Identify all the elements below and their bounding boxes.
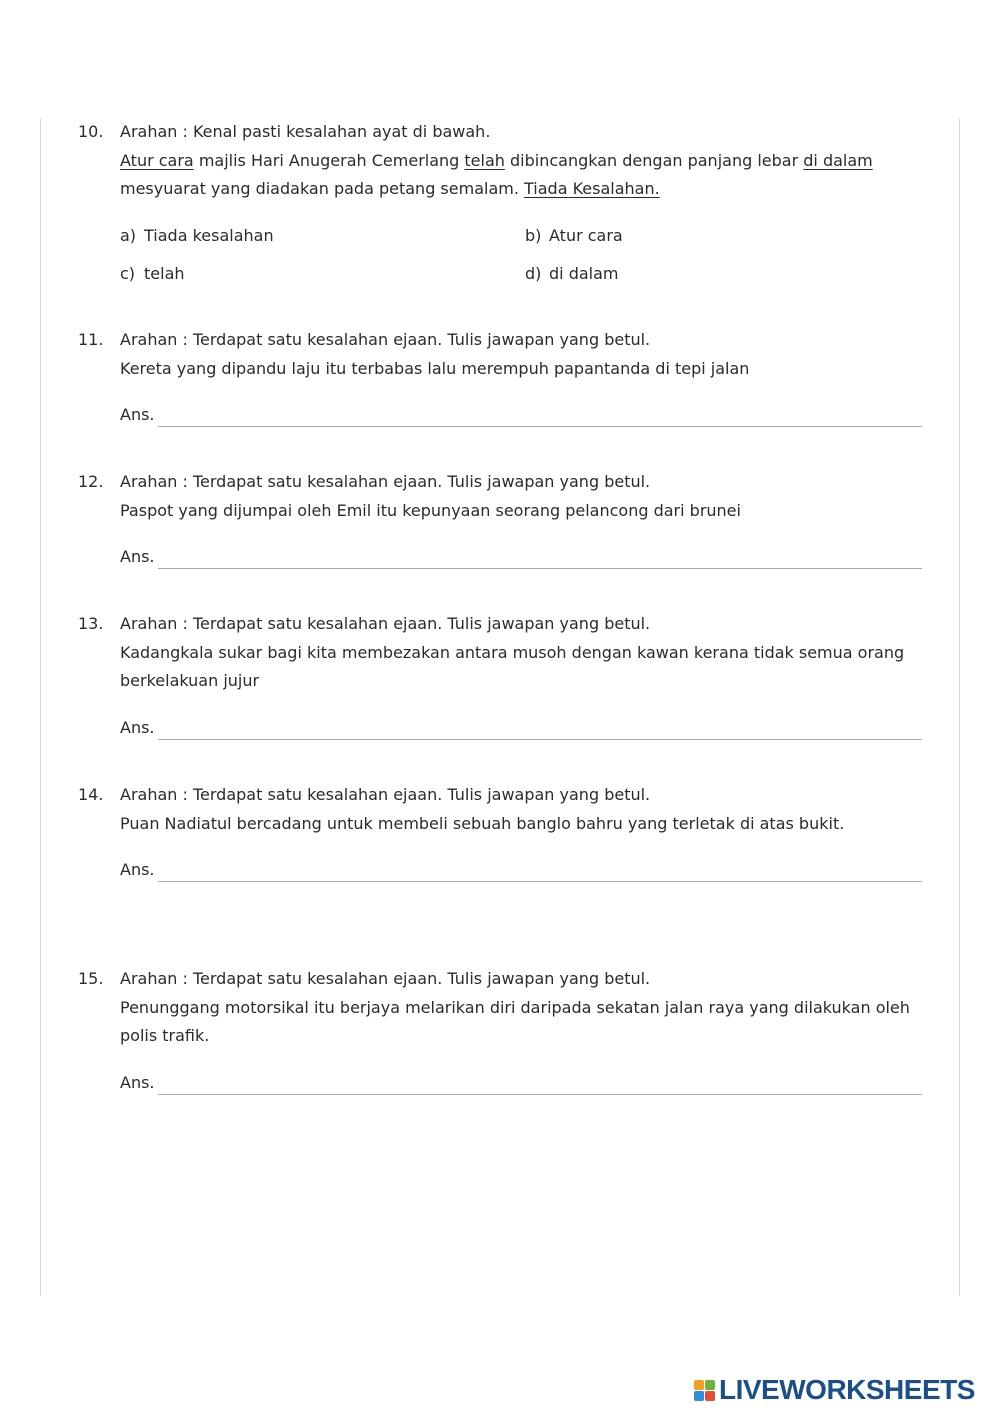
question-sentence: Kadangkala sukar bagi kita membezakan antara musoh dengan kawan kerana tidak semua orang berkelakuan jujur: [120, 642, 905, 690]
logo-tile: [705, 1391, 715, 1401]
question-sentence: Penunggang motorsikal itu berjaya melarikan diri daripada sekatan jalan raya yang dilakukan oleh polis trafik.: [120, 997, 910, 1045]
answer-row: [120, 714, 922, 742]
question-number: 14.: [78, 785, 104, 804]
answer-row: [120, 1069, 922, 1097]
question-instruction: Arahan : Terdapat satu kesalahan ejaan. Tulis jawapan yang betul.: [120, 969, 651, 988]
question-sentence: Puan Nadiatul bercadang untuk membeli sebuah banglo bahru yang terletak di atas bukit.: [120, 813, 845, 833]
question-number: 13.: [78, 614, 104, 633]
page-border-right: [959, 118, 960, 1296]
option-d[interactable]: [525, 262, 618, 286]
answer-label: Ans.: [120, 717, 155, 737]
underlined-phrase: di dalam: [803, 150, 873, 170]
question-sentence: [120, 147, 922, 204]
answer-input[interactable]: [158, 426, 922, 427]
option-a[interactable]: [120, 224, 274, 248]
option-label: b): [525, 225, 542, 245]
underlined-phrase: Atur cara: [120, 150, 194, 170]
question-12: [78, 468, 922, 571]
option-b[interactable]: [525, 224, 623, 248]
option-label: d): [525, 263, 542, 283]
question-sentence: Kereta yang dipandu laju itu terbabas lalu merempuh papantanda di tepi jalan: [120, 358, 750, 378]
answer-row: [120, 856, 922, 884]
brand-name: LIVEWORKSHEETS: [719, 1374, 975, 1405]
question-instruction: Arahan : Terdapat satu kesalahan ejaan. Tulis jawapan yang betul.: [120, 785, 651, 804]
question-instruction: Arahan : Kenal pasti kesalahan ayat di bawah.: [120, 122, 491, 141]
question-instruction: Arahan : Terdapat satu kesalahan ejaan. Tulis jawapan yang betul.: [120, 472, 651, 491]
question-14: [78, 781, 922, 884]
question-10: [78, 118, 922, 300]
option-text: di dalam: [549, 263, 619, 283]
question-instruction: Arahan : Terdapat satu kesalahan ejaan. Tulis jawapan yang betul.: [120, 614, 651, 633]
liveworksheets-logo: [694, 1374, 975, 1406]
question-13: [78, 610, 922, 742]
option-c[interactable]: [120, 262, 185, 286]
question-number: 11.: [78, 330, 104, 349]
answer-label: Ans.: [120, 405, 155, 424]
answer-options: [120, 224, 922, 300]
answer-label: Ans.: [120, 1072, 155, 1092]
answer-label: Ans.: [120, 860, 155, 879]
answer-input[interactable]: [158, 739, 922, 740]
page-border-left: [40, 118, 41, 1296]
sentence-text: majlis Hari Anugerah Cemerlang: [193, 150, 465, 170]
underlined-phrase: telah: [464, 150, 505, 170]
logo-tile: [694, 1380, 704, 1390]
question-sentence: Paspot yang dijumpai oleh Emil itu kepunyaan seorang pelancong dari brunei: [120, 500, 741, 520]
question-instruction: Arahan : Terdapat satu kesalahan ejaan. Tulis jawapan yang betul.: [120, 330, 651, 349]
answer-input[interactable]: [158, 568, 922, 569]
question-11: [78, 326, 922, 429]
live-logo-icon: [694, 1380, 715, 1401]
sentence-text: dibincangkan dengan panjang lebar: [504, 150, 804, 170]
answer-row: [120, 543, 922, 571]
answer-label: Ans.: [120, 547, 155, 566]
option-label: c): [120, 263, 136, 283]
option-label: a): [120, 225, 137, 245]
option-text: telah: [144, 263, 185, 283]
answer-row: [120, 401, 922, 429]
answer-input[interactable]: [158, 881, 922, 882]
underlined-phrase: Tiada Kesalahan.: [524, 179, 660, 198]
answer-input[interactable]: [158, 1094, 922, 1095]
logo-tile: [705, 1380, 715, 1390]
question-15: [78, 965, 922, 1097]
option-text: Tiada kesalahan: [144, 225, 274, 245]
option-text: Atur cara: [549, 225, 623, 245]
question-number: 15.: [78, 969, 104, 988]
sentence-text: mesyuarat yang diadakan pada petang semalam.: [120, 179, 525, 198]
question-number: 12.: [78, 472, 104, 491]
logo-tile: [694, 1391, 704, 1401]
question-number: 10.: [78, 122, 104, 141]
